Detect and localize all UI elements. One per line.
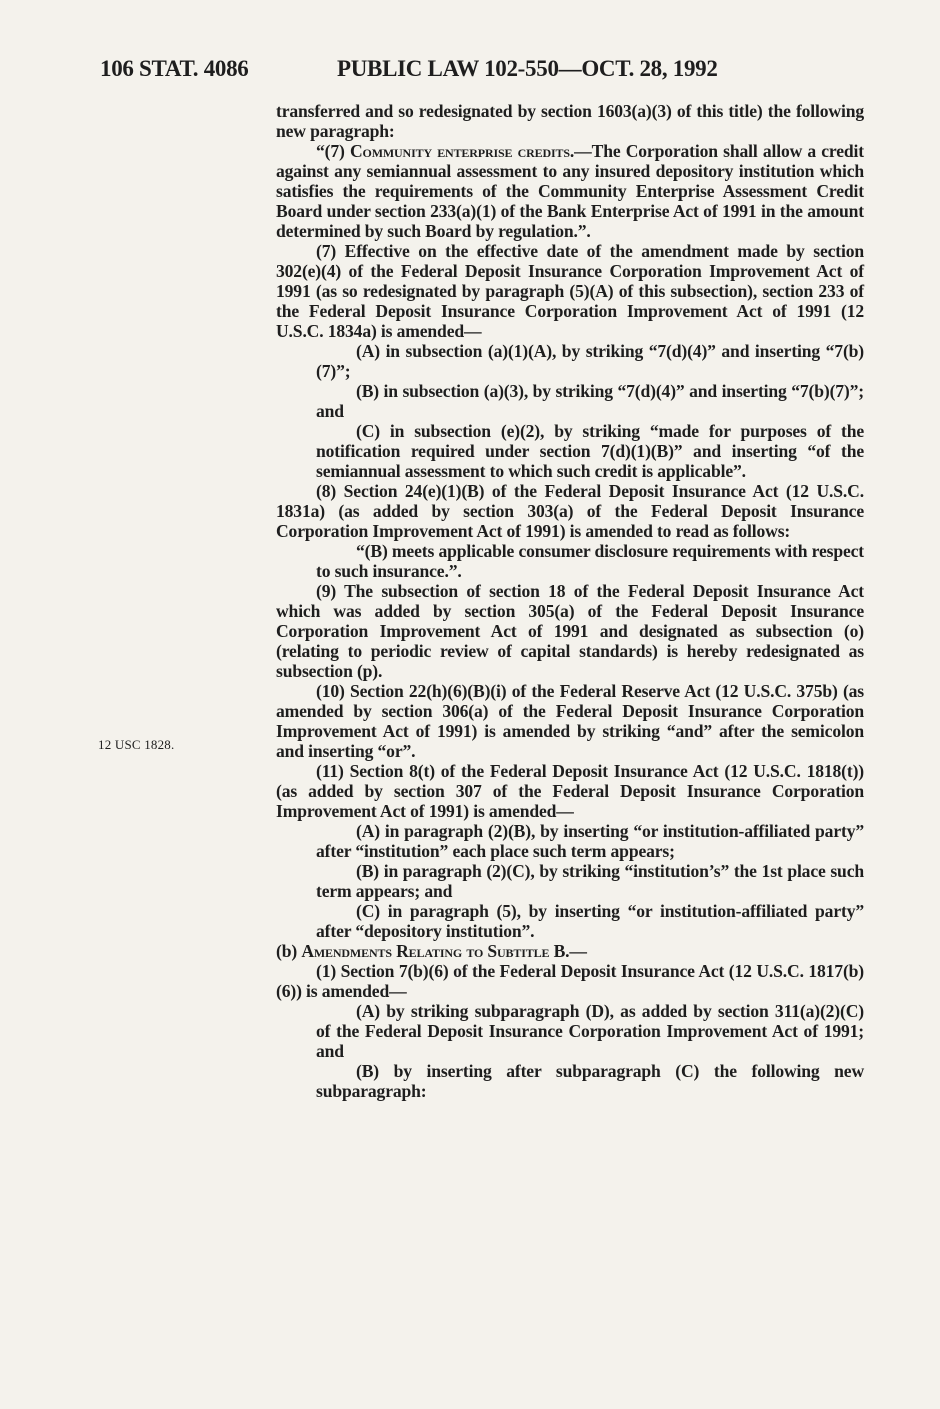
subsection-b-heading <box>276 941 864 961</box>
subsection-label: (b) <box>276 941 302 961</box>
statute-body <box>276 101 864 1101</box>
public-law-title: PUBLIC LAW 102-550—OCT. 28, 1992 <box>337 56 718 81</box>
subparagraph-11b: (B) in paragraph (2)(C), by striking “institution’s” the 1st place such term appears; and <box>316 861 864 901</box>
subparagraph-b1a: (A) by striking subparagraph (D), as added by section 311(a)(2)(C) of the Federal Deposit Insurance Corporation Improvement Act of 1991; and <box>316 1001 864 1061</box>
paragraph-text: —The Corporation shall allow a credit against any semiannual assessment to any insured depository institution which satisfies the requirements of the Community Enterprise Assessment Credit Board under section 233(a)(1) of the Bank Enterprise Act of 1991 in the amount determined by such Board by regulation.”. <box>276 141 864 241</box>
stat-page-number: 106 STAT. 4086 <box>100 56 249 81</box>
paragraph-9: (9) The subsection of section 18 of the Federal Deposit Insurance Act which was added by section 305(a) of the Federal Deposit Insurance Corporation Improvement Act of 1991 and designated as subsection (o) (relating to periodic review of capital standards) is hereby redesignated as subsection (p). <box>276 581 864 681</box>
paragraph-heading: Community enterprise credits. <box>349 141 575 161</box>
subparagraph-b1b: (B) by inserting after subparagraph (C) the following new subparagraph: <box>316 1061 864 1101</box>
subparagraph-7b: (B) in subsection (a)(3), by striking “7(d)(4)” and inserting “7(b)(7)”; and <box>316 381 864 421</box>
paragraph-b1: (1) Section 7(b)(6) of the Federal Deposit Insurance Act (12 U.S.C. 1817(b)(6)) is amended— <box>276 961 864 1001</box>
page-header <box>0 56 940 90</box>
subparagraph-11c: (C) in paragraph (5), by inserting “or institution-affiliated party” after “depository institution”. <box>316 901 864 941</box>
margin-note-usc: 12 USC 1828. <box>98 737 175 752</box>
subsection-dash: — <box>569 941 587 961</box>
subparagraph-11a: (A) in paragraph (2)(B), by inserting “or institution-affiliated party” after “institution” each place such term appears; <box>316 821 864 861</box>
paragraph-intro: transferred and so redesignated by section 1603(a)(3) of this title) the following new paragraph: <box>276 101 864 141</box>
paragraph-community-credits <box>276 141 864 241</box>
paragraph-8-quote: “(B) meets applicable consumer disclosure requirements with respect to such insurance.”. <box>316 541 864 581</box>
subparagraph-7a: (A) in subsection (a)(1)(A), by striking “7(d)(4)” and inserting “7(b)(7)”; <box>316 341 864 381</box>
paragraph-7: (7) Effective on the effective date of the amendment made by section 302(e)(4) of the Federal Deposit Insurance Corporation Improvement Act of 1991 (as so redesignated by paragraph (5)(A) of this subsection), section 233 of the Federal Deposit Insurance Corporation Improvement Act of 1991 (12 U.S.C. 1834a) is amended— <box>276 241 864 341</box>
paragraph-11: (11) Section 8(t) of the Federal Deposit Insurance Act (12 U.S.C. 1818(t)) (as added by section 307 of the Federal Deposit Insurance Corporation Improvement Act of 1991) is amended— <box>276 761 864 821</box>
paragraph-8: (8) Section 24(e)(1)(B) of the Federal Deposit Insurance Act (12 U.S.C. 1831a) (as added by section 303(a) of the Federal Deposit Insurance Corporation Improvement Act of 1991) is amended to read as follows: <box>276 481 864 541</box>
subsection-title: Amendments Relating to Subtitle B. <box>301 941 570 961</box>
paragraph-10: (10) Section 22(h)(6)(B)(i) of the Federal Reserve Act (12 U.S.C. 375b) (as amended by section 306(a) of the Federal Deposit Insurance Corporation Improvement Act of 1991) is amended by striking “and” after the semicolon and inserting “or”. <box>276 681 864 761</box>
paragraph-number: “(7) <box>316 141 350 161</box>
subparagraph-7c: (C) in subsection (e)(2), by striking “made for purposes of the notification required under section 7(d)(1)(B)” and inserting “of the semiannual assessment to which such credit is applicable”. <box>316 421 864 481</box>
